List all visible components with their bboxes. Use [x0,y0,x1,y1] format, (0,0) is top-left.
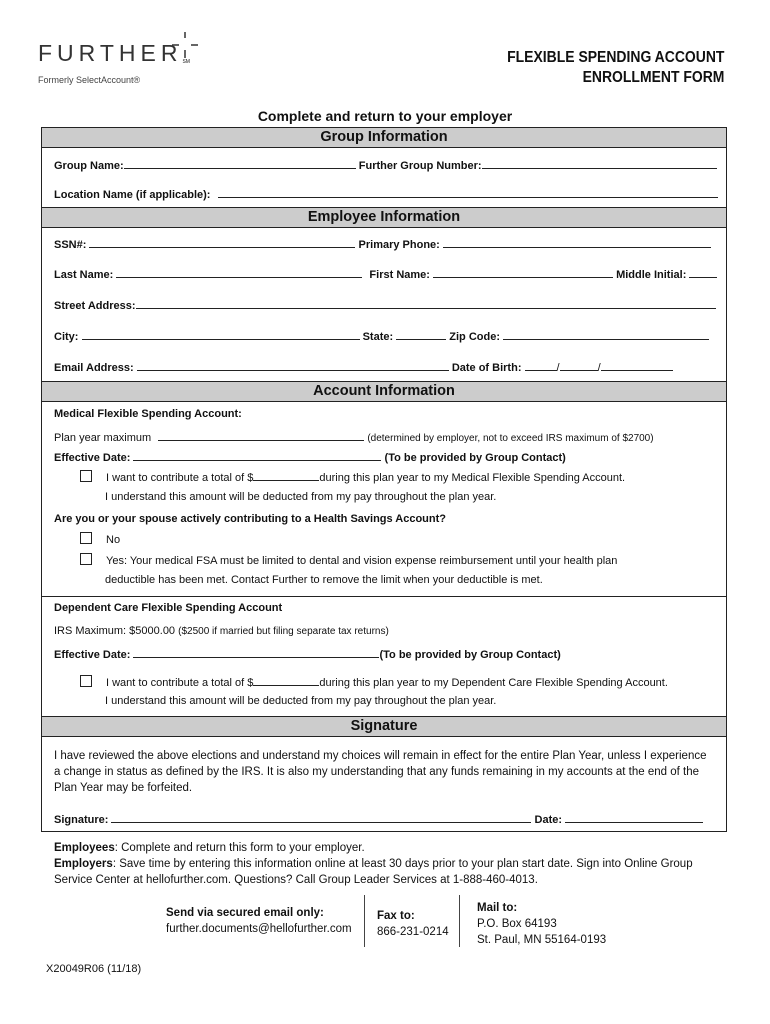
location-label: Location Name (if applicable): [54,189,211,201]
title-line-1: FLEXIBLE SPENDING ACCOUNT [506,49,724,66]
medical-contribute-checkbox[interactable] [80,470,92,482]
group-number-label: Further Group Number: [358,160,482,172]
last-name-field[interactable] [116,267,362,278]
dob-month-field[interactable] [525,360,557,371]
hsa-yes-label: Yes: Your medical FSA must be limited to dental and vision expense reimbursement until your health plan [106,555,618,567]
plan-year-label: Plan year maximum [54,432,152,444]
city-row [54,329,714,343]
medical-amount-field[interactable] [253,470,319,481]
logo-cross-icon [172,32,198,58]
dependent-fsa-title: Dependent Care Flexible Spending Account [54,602,283,614]
dob-year-field[interactable] [601,360,673,371]
ssn-phone-row [54,237,714,251]
email-contact-value[interactable]: further.documents@hellofurther.com [166,923,352,935]
group-name-label: Group Name: [54,160,124,172]
state-label: State: [362,331,394,343]
enrollment-form [41,127,727,832]
employers-text: : Save time by entering this information online at least 30 days prior to your plan start date. Sign into Online Group Service Center at hellofurther.com. Questions? Call Group Leader Services at 1-888-460-4013. [54,858,693,886]
logo-wordmark: FURTHER [38,40,183,66]
hsa-yes-line2: deductible has been met. Contact Further to remove the limit when your deductible is met. [105,574,543,586]
signature-statement: I have reviewed the above elections and understand my choices will remain in effect for the entire Plan Year, unless I experience a change in status as defined by the IRS. It is also my understanding that any funds remaining in my accounts at the end of the Plan Year may be forfeited. [54,750,707,794]
dob-label: Date of Birth: [451,362,522,374]
ssn-label: SSN#: [54,239,87,251]
location-field[interactable] [218,187,718,198]
dependent-effective-field[interactable] [133,647,379,658]
fax-label: Fax to: [377,910,415,922]
employers-note [54,856,734,888]
medical-contribute-row [80,470,714,484]
street-field[interactable] [136,298,716,309]
contact-divider-1 [364,895,365,947]
form-code: X20049R06 (11/18) [46,963,142,975]
hsa-yes-row [80,553,714,567]
title-line-2: ENROLLMENT FORM [582,69,724,86]
employees-label: Employees [54,842,115,854]
name-row [54,267,714,281]
group-name-field[interactable] [124,158,356,169]
dependent-contribute-checkbox[interactable] [80,675,92,687]
dependent-contribute-pre: I want to contribute a total of $ [106,677,254,689]
location-row [54,187,714,201]
email-dob-row: Email Address: Date of Birth: / / [54,360,714,374]
dependent-contribute-row [80,675,714,689]
section-header-signature: Signature [42,716,726,737]
phone-label: Primary Phone: [358,239,440,251]
hsa-yes-checkbox[interactable] [80,553,92,565]
email-label: Email Address: [54,362,134,374]
further-logo [38,40,190,85]
medical-fsa-title: Medical Flexible Spending Account: [54,408,242,420]
employees-note [54,840,734,856]
signature-row [54,812,714,826]
last-name-label: Last Name: [54,269,114,281]
fax-contact [377,908,449,940]
ssn-field[interactable] [89,237,355,248]
zip-field[interactable] [503,329,709,340]
plan-year-row [54,430,714,444]
contact-divider-2 [459,895,460,947]
state-field[interactable] [396,329,446,340]
middle-initial-field[interactable] [689,267,717,278]
email-contact [166,905,352,937]
hsa-no-checkbox[interactable] [80,532,92,544]
date-label: Date: [534,814,563,826]
dob-day-field[interactable] [560,360,598,371]
section-header-employee: Employee Information [42,207,726,228]
irs-max-row [54,625,714,637]
employers-label: Employers [54,858,113,870]
logo-subtitle: Formerly SelectAccount® [38,75,141,85]
dependent-group-contact-note: (To be provided by Group Contact) [379,649,561,661]
dependent-effective-label: Effective Date: [54,649,131,661]
employees-text: : Complete and return this form to your employer. [114,842,365,854]
street-label: Street Address: [54,300,136,312]
group-number-field[interactable] [482,158,717,169]
mail-line-1: P.O. Box 64193 [477,918,557,930]
signature-date-field[interactable] [565,812,703,823]
mail-label: Mail to: [477,902,518,914]
medical-effective-row [54,450,714,464]
dependent-contribute-post: during this plan year to my Dependent Care Flexible Spending Account. [319,677,668,689]
dependent-deduct-note: I understand this amount will be deducted from my pay throughout the plan year. [105,695,497,707]
hsa-no-row [80,532,714,546]
signature-field[interactable] [111,812,531,823]
dependent-effective-row [54,647,714,661]
middle-initial-label: Middle Initial: [616,269,687,281]
signature-label: Signature: [54,814,109,826]
street-row [54,298,714,312]
zip-label: Zip Code: [449,331,500,343]
first-name-label: First Name: [369,269,430,281]
submission-notes [54,840,734,888]
dependent-amount-field[interactable] [253,675,319,686]
medical-effective-field[interactable] [133,450,381,461]
group-name-row [54,158,714,172]
first-name-field[interactable] [433,267,613,278]
city-label: City: [54,331,79,343]
document-title [507,48,724,88]
medical-effective-label: Effective Date: [54,452,131,464]
mail-contact [477,900,606,948]
irs-max-label: IRS Maximum: $5000.00 [54,625,176,637]
intro-text: Complete and return to your employer [257,108,513,124]
hsa-question: Are you or your spouse actively contributing to a Health Savings Account? [54,513,446,525]
mail-line-2: St. Paul, MN 55164-0193 [477,934,607,946]
account-divider [42,596,726,597]
medical-contribute-post: during this plan year to my Medical Flexible Spending Account. [319,472,626,484]
email-field[interactable] [137,360,449,371]
fax-value: 866-231-0214 [377,926,449,938]
section-header-group: Group Information [42,128,726,148]
plan-year-field[interactable] [158,430,364,441]
medical-group-contact-note: (To be provided by Group Contact) [384,452,566,464]
medical-deduct-note: I understand this amount will be deducted from my pay throughout the plan year. [105,491,497,503]
city-field[interactable] [82,329,360,340]
irs-max-note: ($2500 if married but filing separate tax returns) [178,626,389,637]
logo-tm: SM [182,59,190,65]
hsa-no-label: No [106,534,121,546]
email-contact-label: Send via secured email only: [166,907,324,919]
phone-field[interactable] [443,237,711,248]
medical-contribute-pre: I want to contribute a total of $ [106,472,254,484]
plan-year-note: (determined by employer, not to exceed IRS maximum of $2700) [367,433,654,444]
section-header-account: Account Information [42,381,726,402]
